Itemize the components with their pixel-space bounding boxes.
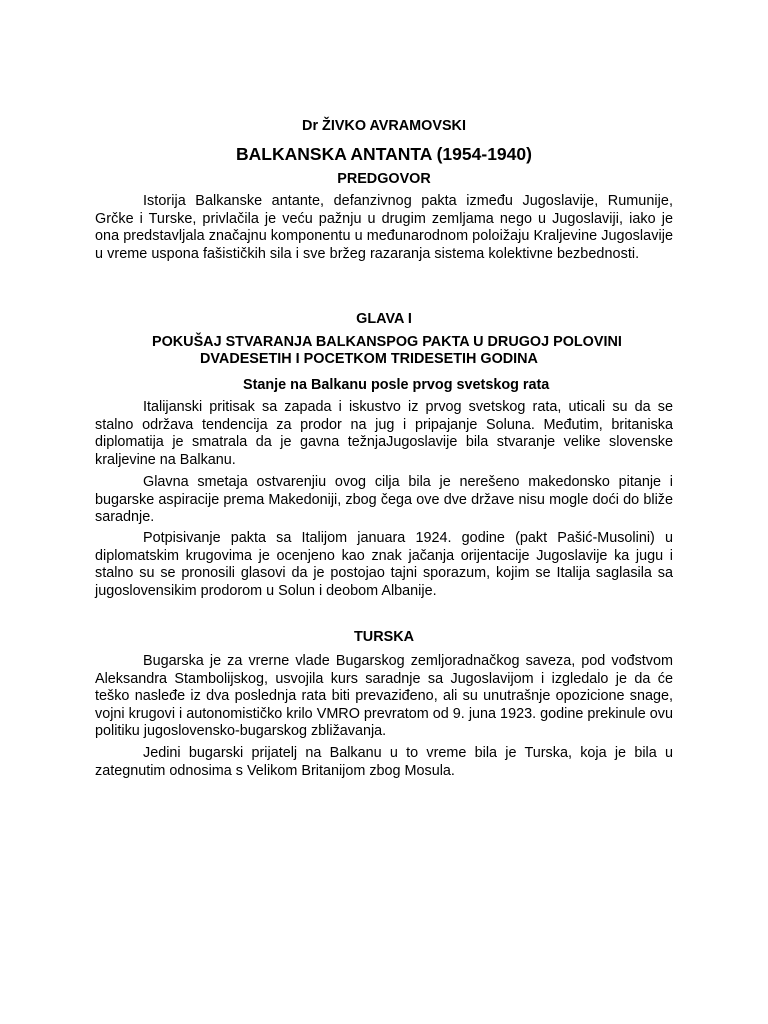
paragraph-1: Italijanski pritisak sa zapada i iskustvo iz prvog svetskog rata, uticali su da se stalno održava tendencija za prodor na jug i pripajanje Soluna. Međutim, britaniska diplomatija je smatrala da je gavna težnjaJugoslavije bila stvaranje velike slovenske kraljevine na Balkanu. — [95, 399, 673, 468]
paragraph-2: Glavna smetaja ostvarenjiu ovog cilja bila je nerešeno makedonsko pitanje i bugarske aspiracije prema Makedoniji, zbog čega ove dve države nisu mogle doći do bliže saradnje. — [95, 474, 673, 526]
section-heading: Stanje na Balkanu posle prvog svetskog rata — [243, 377, 550, 393]
paragraph-5: Jedini bugarski prijatelj na Balkanu u to vreme bila je Turska, koja je bila u zategnutim odnosima s Velikom Britanijom zbog Mosula. — [95, 745, 673, 779]
preface-paragraph: Istorija Balkanske antante, defanzivnog pakta između Jugoslavije, Rumunije, Grčke i Turske, privlačila je veću pažnju u drugim zemljama nego u Jugoslaviji, iako je ona predstavljala značajnu komponentu u međunarodnom poloižaju Kraljevine Jugoslavije u vreme uspona fašističkih sila i sve bržeg razaranja sistema kolektivne bezbednosti. — [95, 193, 673, 262]
chapter-title-line-2: DVADESETIH I POCETKOM TRIDESETIH GODINA — [200, 351, 538, 367]
preface-heading: PREDGOVOR — [337, 171, 431, 187]
paragraph-4: Bugarska je za vrerne vlade Bugarskog zemljoradnačkog saveza, pod vođstvom Aleksandra Stambolijskog, usvojila kurs saradnje sa Jugoslavijom i izgledalo je da će teško nasleđe iz dva poslednja rata biti prevaziđeno, ali su unutrašnje opozicione snage, vojni krugovi i autonomističko krilo VMRO prevratom od 9. juna 1923. godine prekinule ovu politiku jugoslovensko-bugarskog zbližavanja. — [95, 653, 673, 740]
author-name: Dr ŽIVKO AVRAMOVSKI — [302, 118, 466, 134]
document-title: BALKANSKA ANTANTA (1954-1940) — [236, 144, 532, 164]
subsection-heading: TURSKA — [354, 629, 414, 645]
chapter-heading: GLAVA I — [356, 311, 412, 327]
paragraph-3: Potpisivanje pakta sa Italijom januara 1924. godine (pakt Pašić-Musolini) u diplomatskim krugovima je ocenjeno kao znak jačanja orijentacije Jugoslavije ka jugu i stalno su se pronosili glasovi da je postojao tajni sporazum, kojim se Italija saglasila sa jugoslovensikim prodorom u Solun i deobom Albanije. — [95, 530, 673, 599]
chapter-title-line-1: POKUŠAJ STVARANJA BALKANSPOG PAKTA U DRUGOJ POLOVINI — [152, 334, 622, 350]
